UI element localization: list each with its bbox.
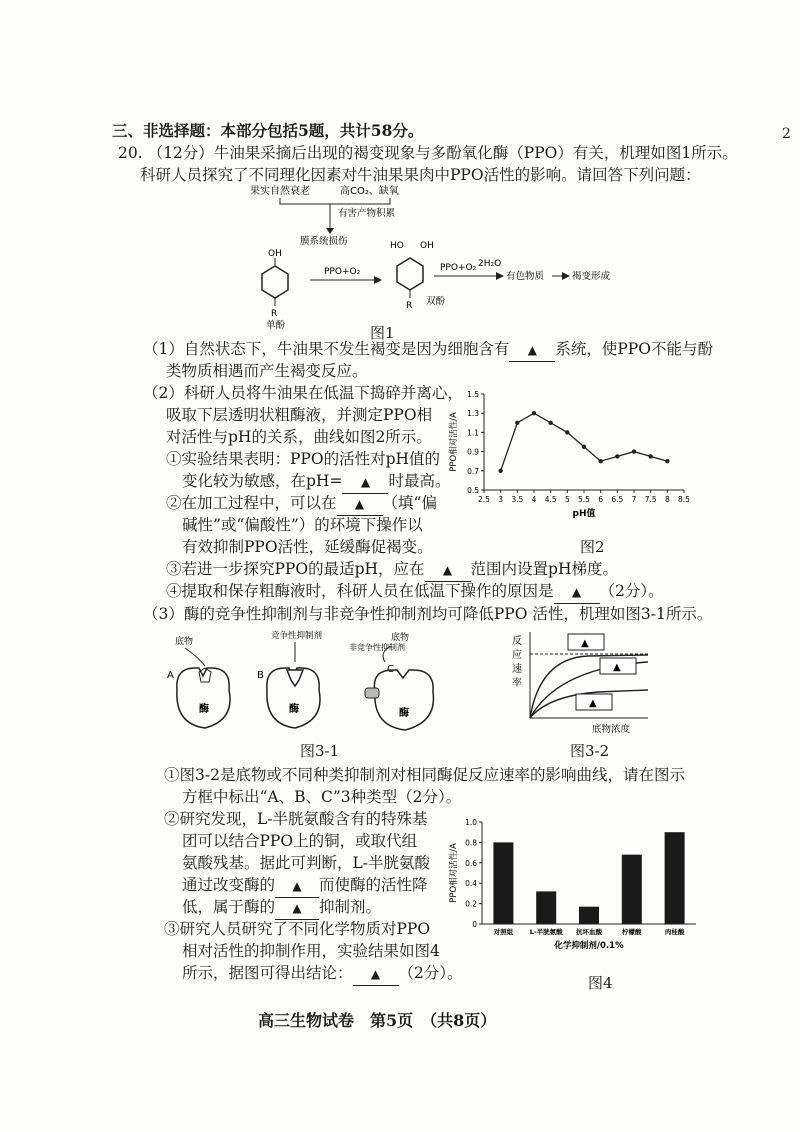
figure-3-2-rate-curves [508, 628, 658, 738]
answer-blank-2[interactable]: ▲ [342, 470, 388, 494]
fig2-point [648, 454, 652, 458]
answer-blank-7[interactable]: ▲ [275, 896, 319, 920]
part-2-sub2-line3: 有效抑制PPO活性，延缓酶促褐变。 [182, 538, 433, 556]
figure-1-mechanism [240, 178, 620, 338]
answer-blank-8[interactable]: ▲ [353, 962, 399, 986]
fig4-bar [665, 832, 685, 924]
fig2-point [548, 421, 552, 425]
fig2-ytick-label: 0.9 [467, 447, 479, 457]
fig2-ytick-label: 1.5 [467, 390, 479, 399]
fig31-substrate-a: 底物 [175, 637, 194, 647]
part-2-sub4: ④提取和保存粗酶液时，科研人员在低温下操作的原因是 ▲ （2分）。 [166, 580, 664, 604]
fig2-xtick-label: 5.5 [578, 495, 590, 504]
part-2-line3: 对活性与pH的关系，曲线如图2所示。 [166, 428, 432, 446]
fig4-ytick-label: 0.6 [465, 858, 477, 868]
figure-3-1-caption: 图3-1 [300, 742, 340, 760]
answer-blank-1[interactable]: ▲ [509, 338, 555, 362]
fig32-xlabel: 底物浓度 [592, 724, 631, 735]
fig2-point [532, 411, 536, 415]
fig4-ytick-label: 0.8 [465, 838, 477, 848]
fig31-substrate-c: 底物 [391, 633, 410, 643]
figure-4-inhibitor-chart [446, 812, 706, 962]
fig4-bar [493, 842, 513, 924]
part-3-sub3-line3: 所示，据图可得出结论： ▲ （2分）。 [182, 962, 463, 986]
fig4-category-label: 对照组 [493, 928, 514, 936]
fig2-xtick-label: 2.5 [478, 495, 490, 504]
fig1-arrow2-label: 膜系统损伤 [300, 236, 348, 247]
fig2-point [632, 449, 636, 453]
fig31-label-b: B [257, 670, 264, 681]
fig1-diphenol-label: 双酚 [426, 296, 446, 307]
part-1-line2: 类物质相遇而产生褐变反应。 [166, 362, 368, 380]
part-3-line1: （3）酶的竞争性抑制剂与非竞争性抑制剂均可降低PPO 活性，机理如图3-1所示。 [143, 605, 713, 623]
part-2-sub1-line1: ①实验结果表明：PPO的活性对pH值的 [166, 450, 441, 468]
fig2-point [498, 469, 502, 473]
part-3-sub3-line2: 相对活性的抑制作用，实验结果如图4 [182, 942, 440, 960]
figure-3-1-inhibition [165, 628, 465, 738]
page-corner-number: 2 [782, 126, 791, 142]
fig32-box-bottom-mark: ▲ [589, 698, 597, 709]
fig1-ppo-label-1: PPO+O₂ [324, 267, 361, 277]
figure-1-caption: 图1 [370, 324, 395, 342]
fig2-xtick-label: 6.5 [611, 495, 624, 504]
part-2-sub3: ③若进一步探究PPO的最适pH，应在 ▲ 范围内设置pH梯度。 [166, 558, 618, 582]
fig2-xtick-label: 7 [631, 495, 637, 504]
fig4-bar [622, 855, 642, 924]
fig1-r-mono: R [271, 309, 278, 319]
answer-blank-4[interactable]: ▲ [425, 558, 471, 582]
fig2-point [565, 430, 569, 434]
part-2-sub2-line2: 碱性”或“偏酸性”）的环境下操作以 [182, 516, 423, 534]
fig2-xtick-label: 8 [664, 495, 670, 504]
part-3-sub2-line3: 氨酸残基。据此可判断，L-半胱氨酸 [182, 854, 431, 872]
part-1-line1: （1）自然状态下，牛油果不发生褐变是因为细胞含有 ▲ 系统，使PPO不能与酚 [143, 338, 713, 362]
fig2-point [515, 421, 519, 425]
fig4-category-label: 柠檬酸 [622, 928, 642, 936]
fig32-ylabel-4: 率 [512, 678, 522, 689]
answer-blank-5[interactable]: ▲ [554, 580, 600, 604]
fig31-enzyme-c: 酶 [399, 708, 409, 719]
fig32-ylabel-3: 速 [512, 664, 522, 675]
figure-2-caption: 图2 [580, 538, 605, 556]
fig4-ytick-label: 1.0 [465, 818, 477, 827]
fig32-box-top-mark: ▲ [581, 638, 589, 649]
fig1-oh-mono: OH [268, 249, 282, 259]
fig2-ytick-label: 0.5 [467, 486, 479, 495]
fig4-ytick-label: 0 [472, 920, 477, 929]
fig31-competitive-inhibitor: 竞争性抑制剂 [271, 631, 323, 641]
fig4-category-label: L-半胱氨酸 [529, 928, 563, 936]
fig4-category-label: 肉桂酸 [664, 928, 685, 936]
part-2-line2: 吸取下层透明状粗酶液，并测定PPO相 [166, 406, 433, 424]
fig2-xtick-label: 5 [564, 495, 570, 504]
fig1-r-di: R [406, 301, 413, 311]
fig32-ylabel-2: 应 [512, 650, 522, 661]
section-header: 三、非选择题：本部分包括5题，共计58分。 [112, 121, 424, 140]
fig32-box-middle-mark: ▲ [613, 662, 621, 673]
part-3-sub2-line1: ②研究发现，L-半胱氨酸含有的特殊基 [164, 810, 428, 828]
fig4-category-label: 抗坏血酸 [576, 928, 602, 936]
fig4-bar [536, 891, 556, 924]
fig31-enzyme-a: 酶 [199, 704, 209, 715]
fig2-ylabel: PPO相对活性/A [449, 412, 459, 472]
fig31-label-a: A [167, 670, 174, 681]
fig4-ylabel: PPO相对活性/A [449, 843, 459, 903]
part-3-sub1-line1: ①图3-2是底物或不同种类抑制剂对相同酶促反应速率的影响曲线，请在图示 [164, 766, 685, 784]
fig2-ytick-label: 0.7 [467, 466, 479, 476]
part-3-sub2-line4: 通过改变酶的 ▲ 而使酶的活性降 [182, 874, 428, 898]
fig32-ylabel-1: 反 [512, 636, 522, 647]
fig1-colored-substance: 有色物质 [506, 271, 545, 282]
fig1-monophenol-label: 单酚 [266, 320, 286, 331]
fig1-top-left: 果实自然衰老 [250, 186, 310, 197]
fig2-xlabel: pH值 [572, 509, 596, 519]
fig2-xtick-label: 4.5 [544, 495, 557, 504]
fig2-xtick-label: 3.5 [511, 495, 524, 504]
part-3-sub2-line5: 低，属于酶的 ▲ 抑制剂。 [182, 896, 381, 920]
part-2-line1: （2）科研人员将牛油果在低温下捣碎并离心， [143, 384, 463, 402]
fig2-point [665, 459, 669, 463]
fig2-ytick-label: 1.1 [467, 428, 479, 438]
figure-3-2-caption: 图3-2 [570, 742, 610, 760]
fig1-h2o-label: 2H₂O [478, 259, 502, 269]
fig2-xtick-label: 6 [598, 495, 604, 504]
fig2-xtick-label: 7.5 [644, 495, 657, 504]
question-20-line2: 科研人员探究了不同理化因素对牛油果果肉中PPO活性的影响。请回答下列问题： [140, 166, 701, 184]
fig2-point [598, 459, 602, 463]
fig31-enzyme-b: 酶 [289, 704, 299, 715]
fig2-point [615, 454, 619, 458]
part-3-sub3-line1: ③研究人员研究了不同化学物质对PPO [164, 920, 431, 938]
part-2-sub2-line1: ②在加工过程中，可以在 ▲ （填“偏 [166, 492, 437, 516]
question-20-line1: 20. （12分）牛油果采摘后出现的褐变现象与多酚氧化酶（PPO）有关，机理如图1所示。 [118, 144, 738, 162]
fig2-ytick-label: 1.3 [467, 409, 479, 419]
fig31-label-c: C [387, 664, 394, 675]
fig4-bar [579, 907, 599, 924]
fig1-oh-di: OH [420, 241, 434, 251]
part-2-sub1-line2: 变化较为敏感，在pH= ▲ 时最高。 [182, 470, 450, 494]
fig2-point [582, 445, 586, 449]
answer-blank-3[interactable]: ▲ [337, 492, 383, 516]
fig1-ppo-label-2: PPO+O₂ [440, 263, 477, 273]
fig2-xtick-label: 4 [531, 495, 537, 504]
part-3-sub1-line2: 方框中标出“A、B、C”3种类型（2分）。 [182, 788, 462, 806]
fig4-ytick-label: 0.2 [465, 899, 477, 909]
fig4-ytick-label: 0.4 [465, 879, 477, 889]
figure-2-ph-chart [446, 386, 696, 526]
fig1-ho-di: HO [390, 241, 404, 251]
fig1-top-right: 高CO₂、缺氧 [340, 186, 399, 197]
fig31-noncompetitive-inhibitor: 非竞争性抑制剂 [349, 643, 405, 652]
fig2-xtick-label: 3 [498, 495, 504, 504]
figure-4-caption: 图4 [588, 974, 613, 992]
fig4-xlabel: 化学抑制剂/0.1% [554, 941, 624, 951]
fig2-series-line [501, 413, 668, 471]
part-3-sub2-line2: 团可以结合PPO上的铜，或取代组 [182, 832, 418, 850]
fig1-browning: 褐变形成 [572, 271, 611, 282]
fig1-arrow1-label: 有害产物积累 [338, 208, 396, 219]
answer-blank-6[interactable]: ▲ [275, 874, 319, 898]
page-footer: 高三生物试卷 第5页 （共8页） [258, 1011, 497, 1030]
fig2-xtick-label: 8.5 [678, 495, 690, 504]
